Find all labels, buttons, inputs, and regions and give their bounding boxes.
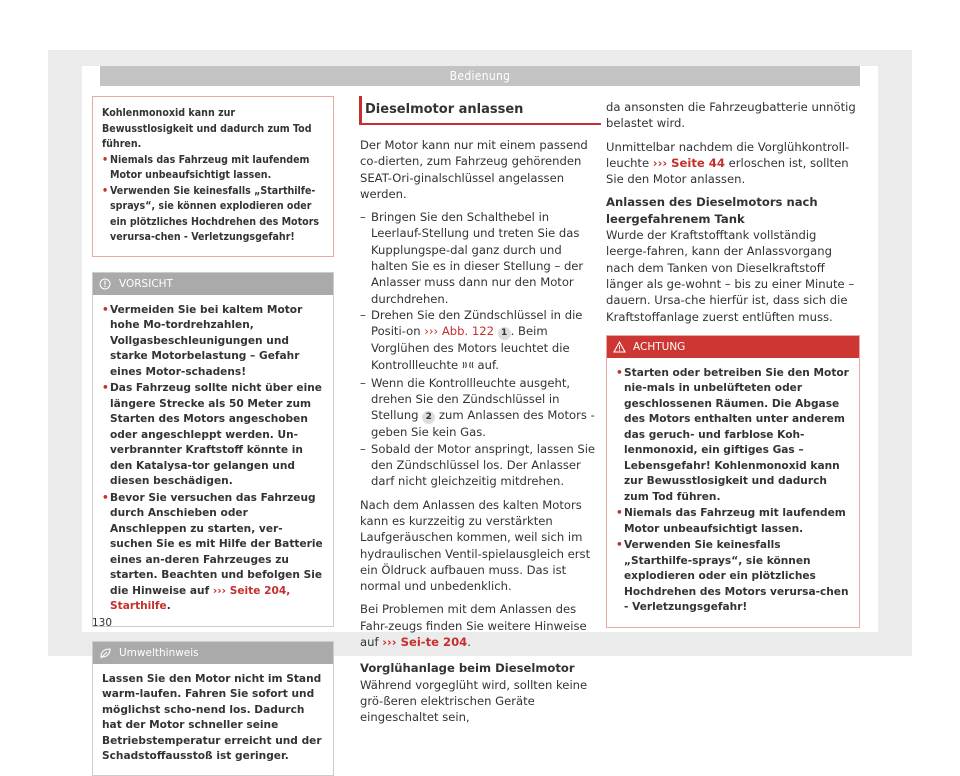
- subheading: Vorglühanlage beim Dieselmotor: [360, 661, 575, 676]
- bullet-icon: •: [102, 303, 109, 316]
- section-text: [606, 99, 860, 325]
- step-text: Bringen Sie den Schalthebel in Leerlauf-Stellung und treten Sie das Kupplungspe-dal ganz durch und halten Sie es in dieser Stellung – der Anlasser muss dann nur den Motor durchdrehen.: [371, 210, 584, 306]
- body-paragraph: [606, 139, 860, 188]
- warning-bullet-text: Niemals das Fahrzeug mit laufendem Motor unbeaufsichtigt lassen.: [110, 153, 310, 181]
- page-link[interactable]: ››› Seite 204, Starthilfe: [110, 584, 291, 612]
- page-link[interactable]: ››› Sei-te 204: [382, 635, 468, 650]
- environment-header: [93, 642, 333, 664]
- dash-marker: –: [360, 441, 366, 456]
- paragraph-text: erloschen ist, sollten Sie den Motor anlassen.: [606, 155, 849, 187]
- paragraph-text: Unmittelbar nachdem die Vorglühkontroll-leuchte: [606, 139, 850, 170]
- step-item: [360, 307, 601, 375]
- warning-triangle-icon: [607, 341, 631, 353]
- body-paragraph: da ansonsten die Fahrzeugbatterie unnötig belastet wird.: [606, 100, 856, 131]
- section-title-wrap: [359, 96, 601, 125]
- step-item: [360, 375, 601, 441]
- punctuation: .: [166, 600, 171, 612]
- danger-bullet-text: Starten oder betreiben Sie den Motor nie-mals in unbelüfteten oder geschlossenen Räumen. Die Abgase des Motors enthalten unter anderem das geruch- und farblose Koh-lenmonoxid, ein giftiges Gas – Lebensgefahr! Kohlenmonoxid kann zur Bewusstlosigkeit und dadurch zum Tod führen.: [624, 366, 849, 503]
- info-circle-icon: [93, 278, 117, 290]
- bullet-icon: •: [616, 539, 623, 552]
- environment-body: Lassen Sie den Motor nicht im Stand warm-laufen. Fahren Sie sofort und möglichst scho-nend los. Dadurch hat der Motor schneller seine Betriebstemperatur erreicht und der Schadstoffausstoß ist geringer.: [102, 672, 322, 762]
- position-number-badge: 2: [422, 411, 435, 424]
- subheading: Anlassen des Dieselmotors nach leergefahrenem Tank: [606, 195, 818, 226]
- section-text: [359, 137, 601, 726]
- warning-intro: Kohlenmonoxid kann zur Bewusstlosigkeit und dadurch zum Tod führen.: [102, 107, 312, 150]
- step-item: [360, 209, 601, 307]
- bullet-icon: •: [102, 382, 109, 394]
- step-text: Wenn die Kontrollleuchte ausgeht, drehen Sie den Zündschlüssel in Stellung: [371, 375, 571, 423]
- bullet-icon: •: [102, 153, 109, 166]
- dash-marker: –: [360, 375, 366, 390]
- punctuation: .: [467, 635, 471, 650]
- warning-continuation-box: [92, 96, 334, 257]
- step-text: auf.: [477, 357, 499, 372]
- caution-body: [93, 295, 333, 626]
- dash-marker: –: [360, 210, 366, 225]
- warning-bullet-text: Verwenden Sie keinesfalls „Starthilfe-sprays“, sie können explodieren oder ein plötzliches Hochdrehen des Motors verursa-chen - Verletzungsgefahr!: [110, 184, 320, 243]
- caution-header: [93, 273, 333, 295]
- caution-bullet: [102, 491, 323, 615]
- danger-header: [607, 336, 859, 358]
- paragraph-text: Bei Problemen mit dem Anlassen des Fahr-zeugs finden Sie weitere Hinweise auf: [360, 602, 587, 650]
- danger-title: ACHTUNG: [633, 340, 686, 353]
- step-text: . Beim Vorglühen des Motors leuchtet die Kontrollleuchte: [371, 324, 570, 372]
- step-text: Drehen Sie den Zündschlüssel in die Positi-on: [371, 307, 583, 339]
- step-item: [360, 441, 601, 490]
- warning-bullet: [102, 153, 323, 184]
- dash-marker: –: [360, 307, 366, 322]
- environment-title: Umwelthinweis: [119, 646, 199, 659]
- bullet-icon: •: [616, 366, 623, 379]
- middle-column: [359, 96, 601, 733]
- danger-body: [607, 358, 859, 627]
- body-paragraph: Wurde der Kraftstofftank vollständig leerge-fahren, kann der Anlassvorgang nach dem Tanken von Dieselkraftstoff länger als ge-wohnt – bis zu einer Minute – dauern. Ursa-che hierfür ist, dass sich die Kraftstoffanlage zuerst entlüften muss.: [606, 228, 855, 324]
- left-column: [92, 96, 334, 776]
- danger-bullet: [616, 366, 849, 506]
- body-paragraph: [360, 601, 601, 650]
- warning-bullet: [102, 184, 323, 246]
- danger-bullet-text: Verwenden Sie keinesfalls „Starthilfe-sprays“, sie können explodieren oder ein plötzliches Hochdrehen des Motors verursa-chen - Verletzungsgefahr!: [624, 539, 849, 614]
- section-header: Bedienung: [100, 66, 860, 86]
- caution-bullet-text: Vermeiden Sie bei kaltem Motor hohe Mo-tordrehzahlen, Vollgasbeschleunigungen und starke Motorbelastung – Gefahr eines Motor-schadens!: [110, 303, 303, 378]
- bullet-icon: •: [616, 507, 623, 520]
- caution-box: [92, 272, 334, 627]
- figure-link[interactable]: ››› Abb. 122: [424, 324, 494, 339]
- page-number: 130: [92, 617, 113, 629]
- danger-bullet-text: Niemals das Fahrzeug mit laufendem Motor unbeaufsichtigt lassen.: [624, 507, 846, 535]
- caution-bullet-text: Das Fahrzeug sollte nicht über eine längere Strecke als 50 Meter zum Starten des Motors angeschoben oder angeschleppt werden. Un-verbrannter Kraftstoff könnte in den Katalysa-tor gelangen und diesen beschädigen.: [110, 382, 322, 487]
- environment-box: [92, 641, 334, 776]
- right-column: [606, 96, 860, 628]
- leaf-icon: [93, 647, 117, 659]
- step-text: zum Anlassen des Motors - geben Sie kein Gas.: [371, 408, 595, 440]
- danger-bullet: [616, 538, 849, 616]
- section-title: Dieselmotor anlassen: [359, 96, 601, 125]
- page-link[interactable]: ››› Seite 44: [652, 155, 725, 170]
- body-paragraph: Während vorgeglüht wird, sollten keine grö-ßeren elektrischen Geräte eingeschaltet sein,: [360, 677, 588, 725]
- position-number-badge: 1: [498, 327, 511, 340]
- intro-paragraph: Der Motor kann nur mit einem passend co-dierten, zum Fahrzeug gehörenden SEAT-Ori-ginalschlüssel angelassen werden.: [360, 138, 588, 201]
- body-paragraph: Nach dem Anlassen des kalten Motors kann es kurzzeitig zu verstärkten Laufgeräuschen kommen, weil sich im hydraulischen Ventil-spielausgleich erst ein Öldruck aufbauen muss. Das ist normal und unbedenklich.: [360, 497, 591, 594]
- bullet-icon: •: [102, 491, 109, 504]
- bullet-icon: •: [102, 184, 109, 197]
- danger-box: [606, 335, 860, 628]
- caution-bullet-text: Bevor Sie versuchen das Fahrzeug durch Anschieben oder Anschleppen zu starten, ver-suchen Sie es mit Hilfe der Batterie eines an-deren Fahrzeuges zu starten. Beachten und befolgen Sie die Hinweise auf: [110, 491, 323, 597]
- caution-bullet: [102, 303, 323, 381]
- step-text: Sobald der Motor anspringt, lassen Sie den Zündschlüssel los. Der Anlasser darf nicht gleichzeitig mitdrehen.: [371, 441, 596, 489]
- caution-title: VORSICHT: [119, 277, 173, 290]
- caution-bullet: [102, 381, 323, 490]
- glow-plug-icon: [462, 359, 474, 375]
- danger-bullet: [616, 506, 849, 537]
